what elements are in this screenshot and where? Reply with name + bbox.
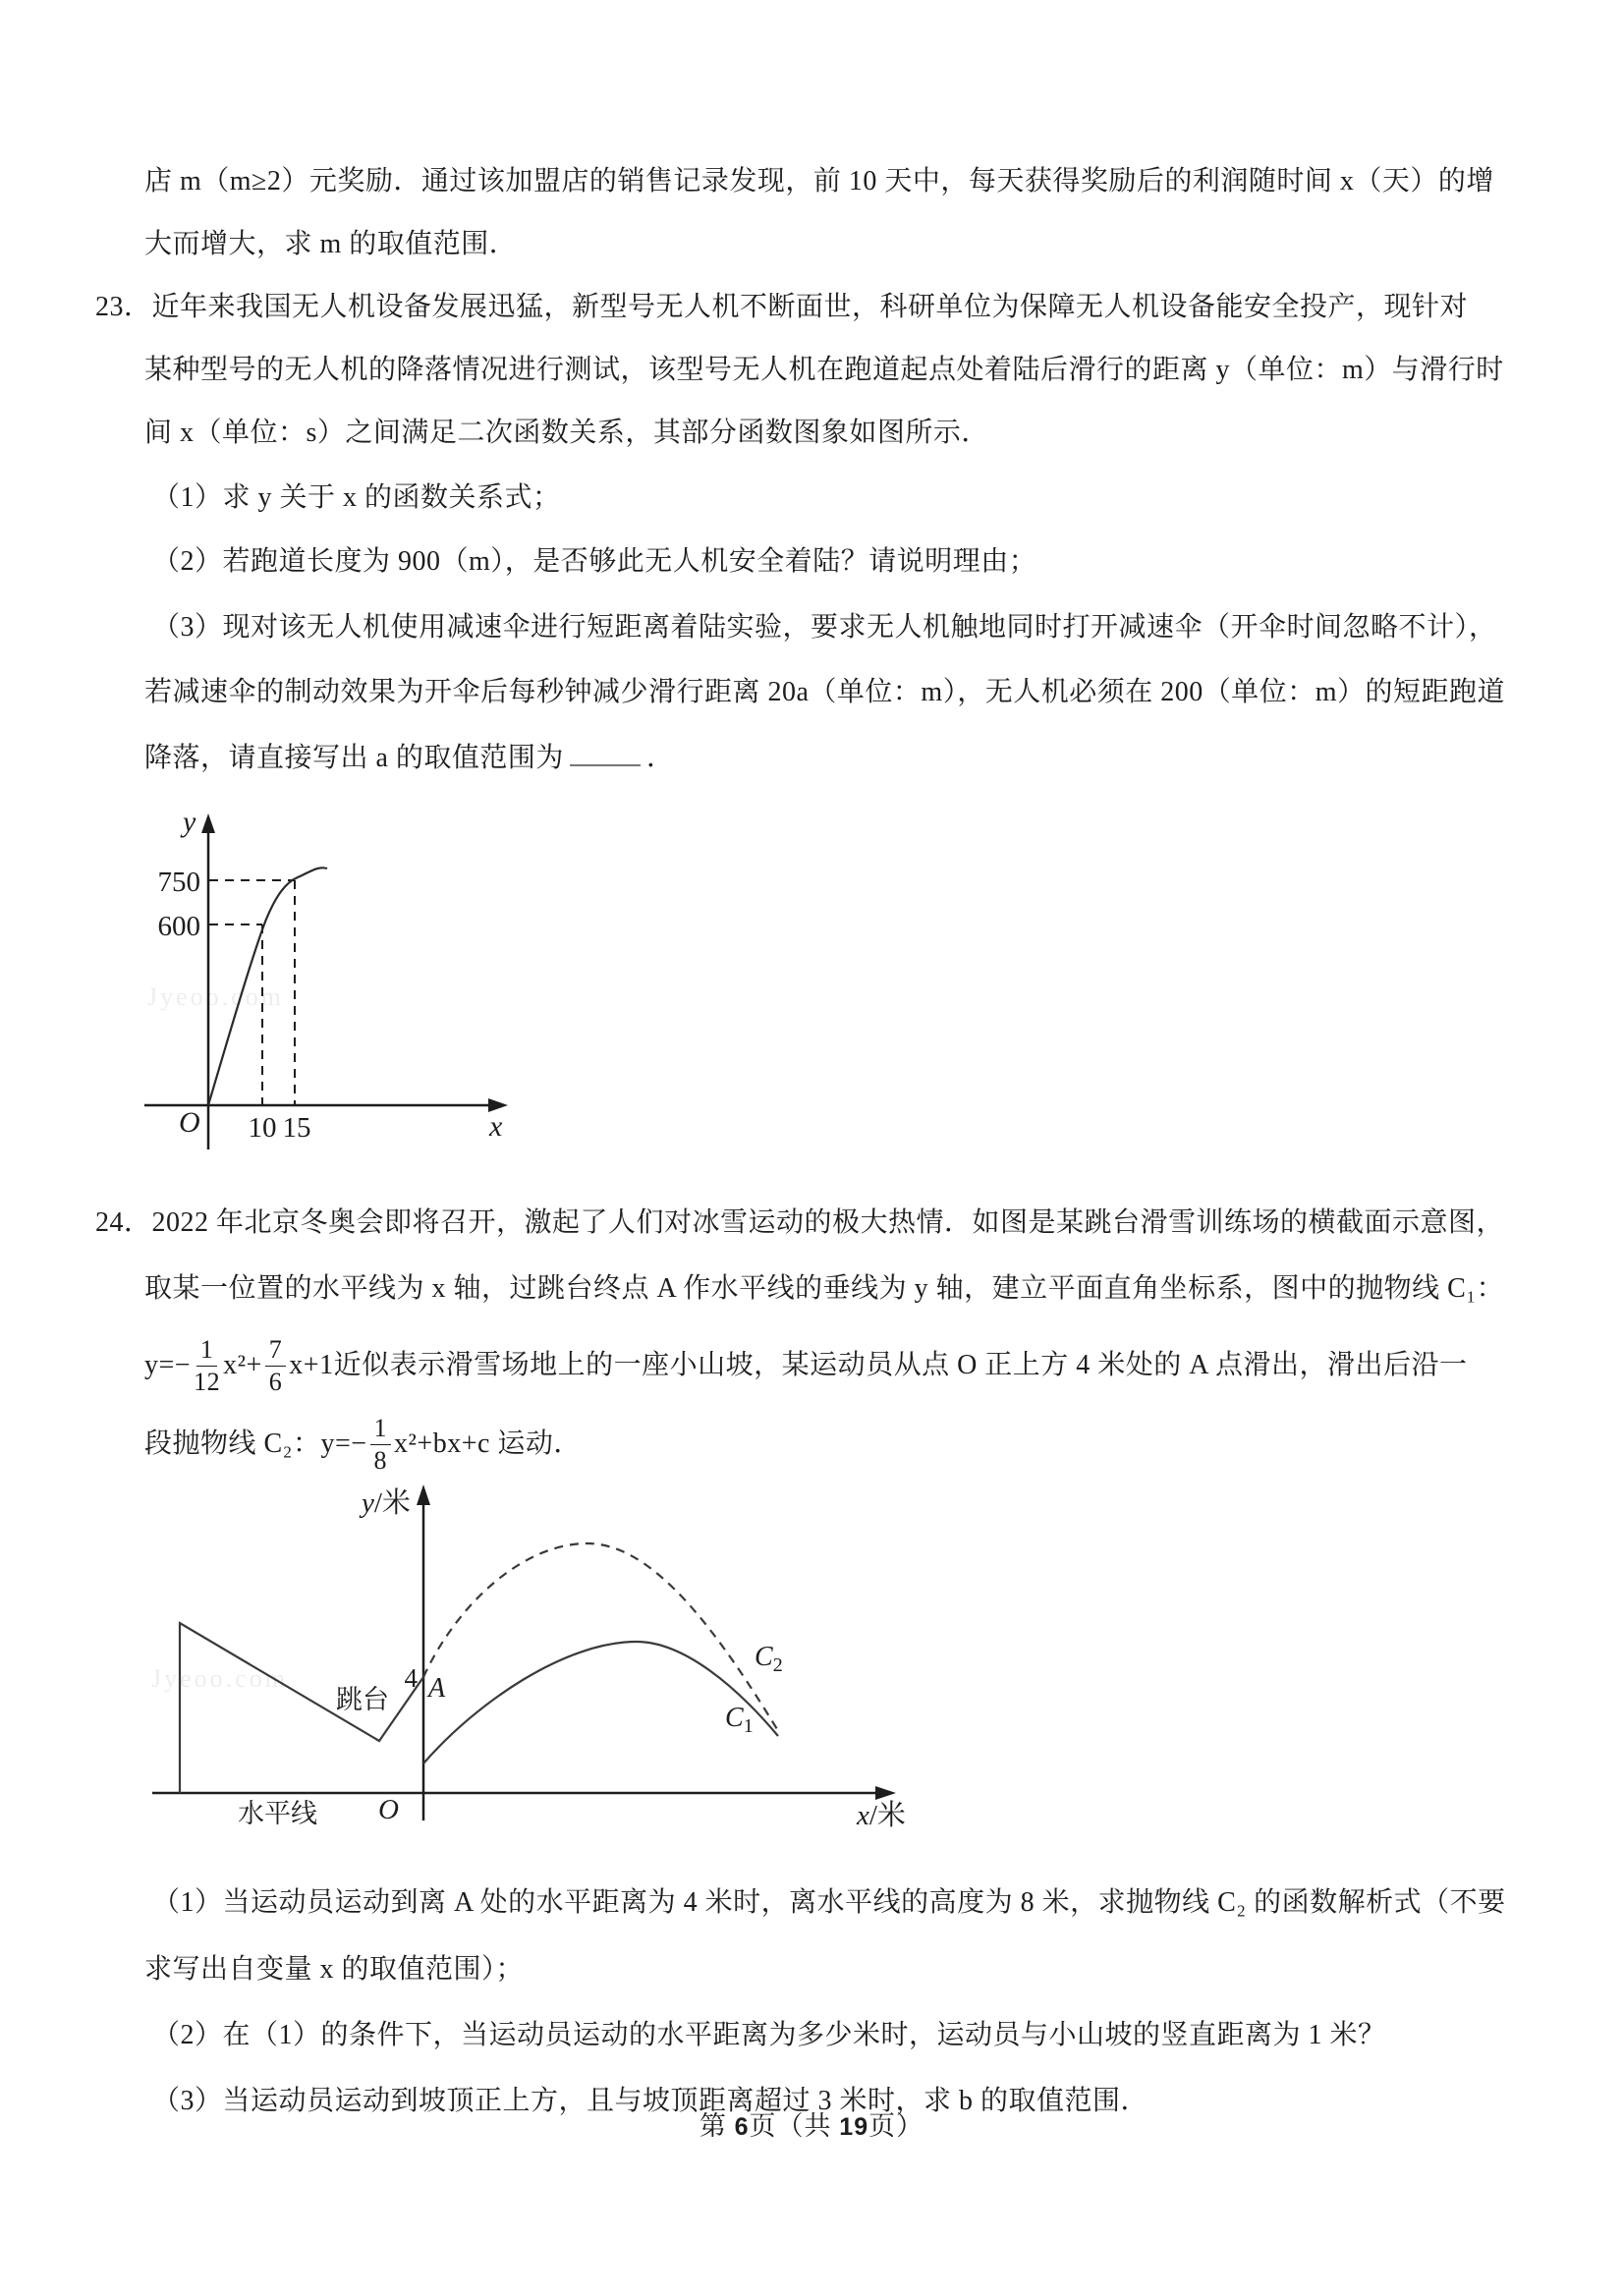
x-axis-unit: /米 — [868, 1800, 906, 1831]
x-axis-label: x — [489, 1110, 503, 1143]
formula-text: y=− — [144, 1350, 192, 1380]
q23-blank-line — [144, 742, 674, 775]
fraction — [265, 1334, 287, 1396]
x-axis-arrow-icon — [875, 1786, 896, 1800]
x-axis-label — [856, 1799, 906, 1831]
formula-text: 段抛物线 C₂：y=− — [144, 1428, 367, 1459]
text-line: 间 x（单位：s）之间满足二次函数关系，其部分函数图象如图所示． — [144, 418, 989, 448]
fraction-numerator: 7 — [265, 1337, 287, 1367]
fraction — [194, 1334, 221, 1396]
horizontal-line-label: 水平线 — [238, 1799, 317, 1828]
y-axis-label — [359, 1486, 411, 1519]
fraction — [370, 1413, 392, 1475]
q24-sub3: （3）当运动员运动到坡顶正上方，且与坡顶距离超过 3 米时，求 b 的取值范围． — [152, 2086, 1149, 2116]
text-line: 求写出自变量 x 的取值范围）； — [144, 1954, 525, 1985]
question-24-start — [95, 1206, 1504, 1240]
footer-page-number: 6 — [734, 2113, 750, 2141]
x-axis-letter: x — [857, 1800, 869, 1831]
tick-label-4: 4 — [404, 1663, 418, 1693]
platform-label: 跳台 — [336, 1685, 389, 1714]
q23-sub2: （2）若跑道长度为 900（m），是否够此无人机安全着陆？请说明理由； — [152, 546, 1037, 577]
question-number: 23． — [95, 292, 152, 322]
c1-letter: C — [725, 1703, 744, 1733]
tick-label-15: 15 — [282, 1112, 311, 1144]
text-line: 若减速伞的制动效果为开伞后每秒钟减少滑行距离 20a（单位：m），无人机必须在 200（单位：m）的短距跑道 — [144, 677, 1505, 707]
q24-sub2: （2）在（1）的条件下，当运动员运动的水平距离为多少米时，运动员与小山坡的竖直距离为 1 米？ — [152, 2020, 1386, 2050]
text-line: 大而增大，求 m 的取值范围． — [144, 229, 518, 259]
fraction-denominator: 12 — [194, 1367, 221, 1396]
text-line: ． — [645, 743, 675, 773]
text-line: 某种型号的无人机的降落情况进行测试，该型号无人机在跑道起点处着陆后滑行的距离 y（单位：m）与滑行时 — [144, 355, 1504, 385]
watermark: Jyeoo.com — [151, 1664, 288, 1693]
footer-text: 页（共 — [749, 2111, 840, 2141]
formula-text: x²+bx+c 运动． — [394, 1428, 582, 1459]
footer-total-pages: 19 — [839, 2113, 869, 2141]
q23-sub1: （1）求 y 关于 x 的函数关系式； — [152, 482, 561, 513]
text-line: 降落，请直接写出 a 的取值范围为 — [144, 743, 564, 773]
origin-label: O — [179, 1106, 200, 1139]
c1-subscript: 1 — [743, 1715, 754, 1737]
c2-letter: C — [755, 1642, 773, 1672]
y-axis-label: y — [183, 806, 196, 838]
question-23-start — [95, 291, 1468, 324]
text-line: 2022 年北京冬奥会即将召开，激起了人们对冰雪运动的极大热情．如图是某跳台滑雪训练场的横截面示意图， — [151, 1207, 1505, 1238]
origin-label: O — [378, 1794, 399, 1825]
q24-formula-c1 — [144, 1328, 1467, 1403]
question-number: 24． — [95, 1207, 152, 1238]
point-a-label: A — [428, 1673, 446, 1704]
q24-formula-c2 — [144, 1407, 582, 1482]
curve-c2-label — [755, 1642, 783, 1676]
tick-label-600: 600 — [157, 911, 200, 942]
fraction-numerator: 1 — [196, 1337, 218, 1367]
formula-text: x+1 — [289, 1350, 334, 1380]
answer-blank — [570, 745, 641, 766]
footer-text: 第 — [699, 2111, 735, 2141]
y-axis-letter: y — [362, 1487, 374, 1519]
fraction-denominator: 6 — [268, 1367, 283, 1396]
tick-label-10: 10 — [248, 1112, 277, 1144]
footer-text: 页） — [868, 2111, 924, 2141]
fraction-denominator: 8 — [373, 1445, 388, 1475]
text-line: 近似表示滑雪场地上的一座小山坡，某运动员从点 O 正上方 4 米处的 A 点滑出，滑出后沿一 — [333, 1350, 1468, 1380]
text-line: 取某一位置的水平线为 x 轴，过跳台终点 A 作水平线的垂线为 y 轴，建立平面直角坐标系，图中的抛物线 C₁： — [144, 1273, 1505, 1304]
formula-text: x²+ — [223, 1350, 262, 1380]
watermark: Jyeoo.com — [147, 982, 284, 1011]
text-line: 店 m（m≥2）元奖励．通过该加盟店的销售记录发现，前 10 天中，每天获得奖励后的利润随时间 x（天）的增 — [144, 166, 1494, 196]
c2-subscript: 2 — [772, 1654, 783, 1676]
y-axis-arrow-icon — [201, 813, 215, 833]
text-line: 近年来我国无人机设备发展迅猛，新型号无人机不断面世，科研单位为保障无人机设备能安全投产，现针对 — [151, 292, 1469, 322]
q24-sub1: （1）当运动员运动到离 A 处的水平距离为 4 米时，离水平线的高度为 8 米，求抛物线 C₂ 的函数解析式（不要 — [152, 1887, 1506, 1918]
curve-c1-label — [725, 1703, 754, 1737]
y-axis-unit: /米 — [373, 1487, 411, 1519]
fraction-numerator: 1 — [370, 1416, 392, 1445]
q23-figure — [98, 804, 521, 1162]
page-footer — [0, 2104, 1623, 2143]
y-axis-arrow-icon — [417, 1484, 430, 1505]
tick-label-750: 750 — [157, 867, 200, 898]
q24-figure — [118, 1479, 933, 1842]
q23-sub3: （3）现对该无人机使用减速伞进行短距离着陆实验，要求无人机触地同时打开减速伞（开伞时间忽略不计）， — [152, 612, 1497, 643]
